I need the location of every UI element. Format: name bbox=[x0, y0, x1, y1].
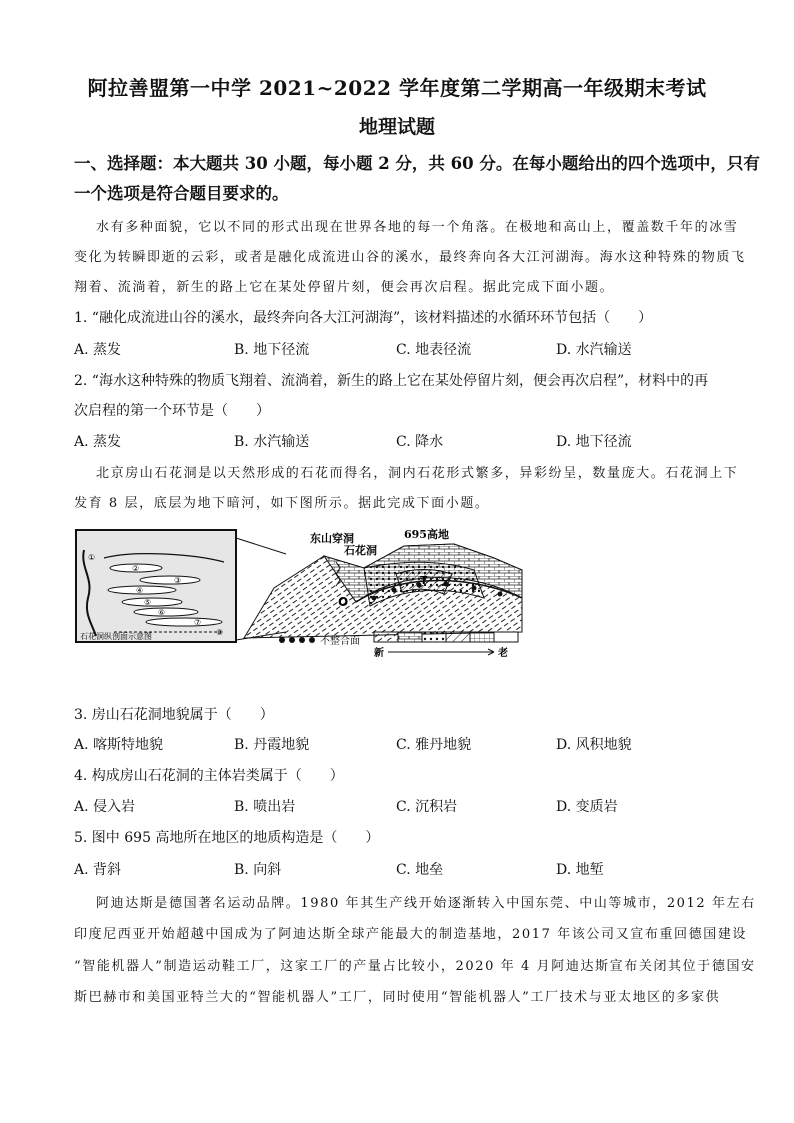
q2-option-a[interactable]: A. 蒸发 bbox=[74, 434, 122, 450]
material1-line: 水有多种面貌，它以不同的形式出现在世界各地的每一个角落。在极地和高山上，覆盖数千年的冰雪 bbox=[96, 220, 739, 235]
level-label: ③ bbox=[174, 576, 182, 585]
material3-line: 阿迪达斯是德国著名运动品牌。1980 年其生产线开始逐渐转入中国东莞、中山等城市，2012 年左右 bbox=[96, 896, 756, 911]
section-heading-line2: 一个选项是符合题目要求的。 bbox=[74, 184, 289, 203]
level-label: ⑦ bbox=[194, 618, 202, 627]
material3-line: 斯巴赫市和美国亚特兰大的“智能机器人”工厂，同时使用“智能机器人”工厂技术与亚太地区的多家供 bbox=[74, 990, 721, 1005]
inset-caption: 石花洞纵剖面示意图 bbox=[80, 632, 152, 641]
question-3-stem: 3. 房山石花洞地貌属于（ ） bbox=[74, 707, 274, 723]
level-label: ⑥ bbox=[158, 608, 166, 617]
q5-option-a[interactable]: A. 背斜 bbox=[74, 862, 122, 878]
material3-line: “智能机器人”制造运动鞋工厂，这家工厂的产量占比较小，2020 年 4 月阿迪达斯宣布关闭其位于德国安 bbox=[74, 959, 756, 974]
question-1-stem: 1. “融化成流进山谷的溪水，最终奔向各大江河湖海”，该材料描述的水循环环节包括（ ） bbox=[74, 310, 653, 326]
q1-option-c[interactable]: C. 地表径流 bbox=[396, 342, 472, 358]
q2-option-b[interactable]: B. 水汽输送 bbox=[234, 434, 310, 450]
exam-title: 阿拉善盟第一中学 2021~2022 学年度第二学期高一年级期末考试 bbox=[87, 76, 707, 100]
geologic-cross-section bbox=[244, 528, 522, 638]
q5-option-b[interactable]: B. 向斜 bbox=[234, 862, 282, 878]
material2-line: 发育 8 层，底层为地下暗河，如下图所示。据此完成下面小题。 bbox=[74, 496, 490, 511]
level-label: ⑤ bbox=[144, 598, 152, 607]
level-label: ④ bbox=[136, 586, 144, 595]
q3-option-b[interactable]: B. 丹霞地貌 bbox=[234, 737, 310, 753]
label-shihua-cave: 石花洞 bbox=[344, 544, 377, 557]
q4-option-a[interactable]: A. 侵入岩 bbox=[74, 799, 136, 815]
q5-option-c[interactable]: C. 地垒 bbox=[396, 862, 444, 878]
material1-line: 变化为转瞬即逝的云彩，或者是融化成流进山谷的溪水，最终奔向各大江河湖海。海水这种特殊的物质飞 bbox=[74, 250, 746, 265]
level-label: ② bbox=[132, 564, 140, 573]
q3-option-a[interactable]: A. 喀斯特地貌 bbox=[74, 737, 164, 753]
label-t: T bbox=[420, 574, 428, 587]
q1-option-d[interactable]: D. 水汽输送 bbox=[556, 342, 632, 358]
q4-option-c[interactable]: C. 沉积岩 bbox=[396, 799, 458, 815]
material1-line: 翔着、流淌着，新生的路上它在某处停留片刻，便会再次启程。据此完成下面小题。 bbox=[74, 280, 615, 295]
legend-new: 新 bbox=[374, 648, 384, 659]
material3-line: 印度尼西亚开始超越中国成为了阿迪达斯全球产能最大的制造基地，2017 年该公司又宣布重回德国建设 bbox=[74, 927, 748, 942]
q3-option-c[interactable]: C. 雅丹地貌 bbox=[396, 737, 472, 753]
q2-option-c[interactable]: C. 降水 bbox=[396, 434, 444, 450]
q4-option-b[interactable]: B. 喷出岩 bbox=[234, 799, 296, 815]
question-4-stem: 4. 构成房山石花洞的主体岩类属于（ ） bbox=[74, 768, 344, 784]
q1-option-b[interactable]: B. 地下径流 bbox=[234, 342, 310, 358]
label-o: O bbox=[338, 595, 349, 609]
cave-profile-inset bbox=[76, 530, 236, 642]
material2-line: 北京房山石花洞是以天然形成的石花而得名，洞内石花形式繁多，异彩纷呈，数量庞大。石花洞上下 bbox=[96, 466, 739, 481]
q4-option-d[interactable]: D. 变质岩 bbox=[556, 799, 618, 815]
q3-option-d[interactable]: D. 风积地貌 bbox=[556, 737, 632, 753]
question-2-stem-line2: 次启程的第一个环节是（ ） bbox=[74, 403, 270, 419]
q2-option-d[interactable]: D. 地下径流 bbox=[556, 434, 632, 450]
exam-subtitle: 地理试题 bbox=[358, 116, 435, 138]
q5-option-d[interactable]: D. 地堑 bbox=[556, 862, 604, 878]
label-695-highland: 695高地 bbox=[404, 528, 449, 541]
cave-cross-section-figure bbox=[74, 528, 526, 660]
question-2-stem-line1: 2. “海水这种特殊的物质飞翔着、流淌着，新生的路上它在某处停留片刻，便会再次启程”，材料中的再 bbox=[74, 373, 709, 389]
q1-option-a[interactable]: A. 蒸发 bbox=[74, 342, 122, 358]
section-heading-line1: 一、选择题：本大题共 30 小题，每小题 2 分，共 60 分。在每小题给出的四个选项中，只有 bbox=[74, 154, 760, 173]
label-dongshan-cave: 东山穿洞 bbox=[310, 532, 354, 545]
level-label: ⑧ bbox=[216, 628, 224, 637]
legend-old: 老 bbox=[498, 648, 508, 659]
legend-unconformity: 不整合面 bbox=[320, 636, 360, 647]
level-label: ① bbox=[88, 553, 96, 562]
question-5-stem: 5. 图中 695 高地所在地区的地质构造是（ ） bbox=[74, 830, 380, 846]
